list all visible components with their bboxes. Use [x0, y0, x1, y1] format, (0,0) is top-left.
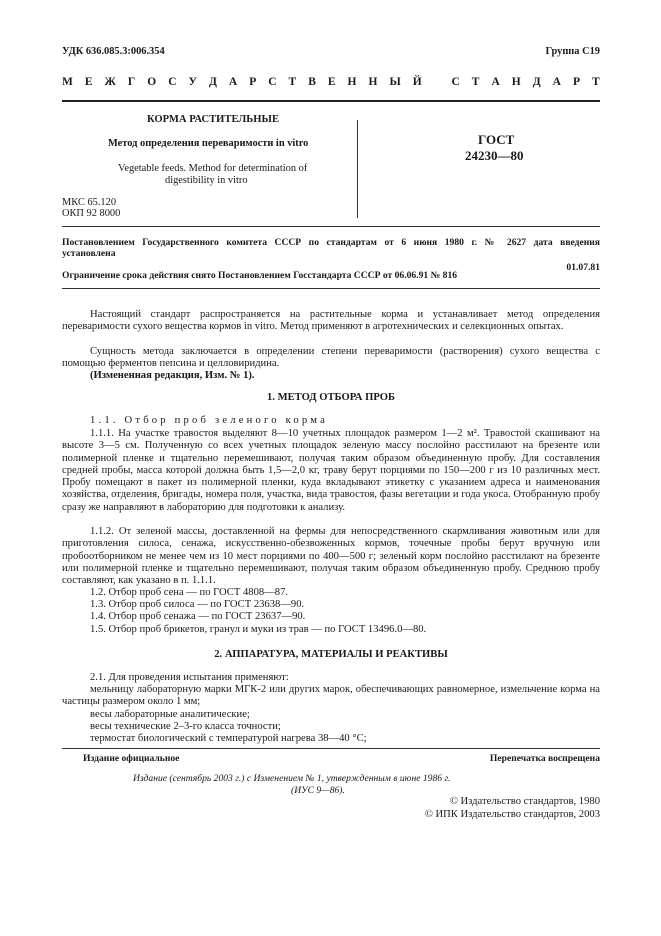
intro-paragraph-scope: Настоящий стандарт распространяется на растительные корма и устанавливает метод определения переваримости сухого вещества кормов in vitro. Метод применяют в агротехнических и селекционных опытах. — [62, 309, 600, 333]
title-gap — [434, 76, 440, 88]
official-edition-label: Издание официальное — [83, 753, 180, 764]
title-letter: В — [308, 76, 316, 88]
title-vertical-divider — [357, 120, 358, 218]
title-letter: С — [168, 76, 177, 88]
title-letter: А — [552, 76, 561, 88]
clause-1-3: 1.3. Отбор проб силоса — по ГОСТ 23638—90. — [90, 599, 305, 610]
title-letter: Й — [412, 76, 422, 88]
title-letter: А — [228, 76, 238, 88]
group-code: Группа С19 — [545, 46, 600, 57]
decree-line2: установлена — [62, 248, 116, 259]
intro-amendment-note: (Измененная редакция, Изм. № 1). — [90, 370, 255, 381]
clause-2-1: 2.1. Для проведения испытания применяют: — [90, 672, 289, 683]
title-letter: Н — [368, 76, 378, 88]
copyright-1980: © Издательство стандартов, 1980 — [449, 796, 600, 807]
reprint-prohibited-label: Перепечатка воспрещена — [489, 753, 600, 764]
equipment-item-technical-scales: весы технические 2–3-го класса точности; — [90, 721, 281, 732]
decree-divider — [62, 288, 600, 289]
gost-number: 24230—80 — [465, 148, 524, 163]
equipment-item-mill: мельницу лабораторную марки МГК-2 или других марок, обеспечивающих равномерное, измельчение корма на частицы размером около 1 мм; — [62, 684, 600, 708]
title-divider — [62, 226, 600, 227]
copyright-2003: © ИПК Издательство стандартов, 2003 — [424, 809, 600, 820]
mks-code: МКС 65.120 — [62, 197, 117, 208]
section-2-title: 2. АППАРАТУРА, МАТЕРИАЛЫ И РЕАКТИВЫ — [214, 649, 448, 660]
document-subtitle: Метод определения переваримости in vitro — [108, 138, 309, 149]
clause-1-5: 1.5. Отбор проб брикетов, гранул и муки из трав — по ГОСТ 13496.0—80. — [90, 624, 427, 635]
title-letter: С — [451, 76, 460, 88]
title-letter: Ж — [104, 76, 116, 88]
english-title-line1: Vegetable feeds. Method for determination of — [118, 163, 308, 174]
title-letter: Р — [249, 76, 257, 88]
equipment-item-analytical-scales: весы лабораторные аналитические; — [90, 709, 250, 720]
edition-note-line2: (ИУС 9—86). — [291, 785, 345, 796]
okp-code: ОКП 92 8000 — [62, 208, 121, 219]
title-letter: С — [268, 76, 277, 88]
gost-label: ГОСТ — [478, 132, 515, 147]
title-letter: У — [188, 76, 197, 88]
intro-paragraph-essence: Сущность метода заключается в определении степени переваримости (растворения) сухого вещества с помощью ферментов пепсина и целловиридина. — [62, 346, 600, 370]
equipment-item-thermostat: термостат биологический с температурой нагрева 38—40 °С; — [90, 733, 367, 744]
title-letter: Т — [288, 76, 297, 88]
title-letter: А — [491, 76, 500, 88]
title-letter: Е — [84, 76, 93, 88]
title-letter: Р — [572, 76, 580, 88]
limit-removed-note: Ограничение срока действия снято Постановлением Госстандарта СССР от 06.06.91 № 816 — [62, 270, 458, 281]
clause-1-1-2: 1.1.2. От зеленой массы, доставленной на фермы для непосредственного скармливания животным или для приготовления силоса, сенажа, искусственно-обезвоженных кормов, точечные пробы берут вручную или пробоотборником не менее чем из 10 мест порциями по 400—500 г; зеленый корм послойно расстилают на брезенте или полимерной пленке и тщательно перемешивают, получая таким образом объединенную пробу. Среднюю пробу составляют, как указано в п. 1.1.1. — [62, 526, 600, 587]
title-letter: Г — [127, 76, 136, 88]
title-letter: М — [62, 76, 73, 88]
title-letter: Д — [532, 76, 541, 88]
section-1-title: 1. МЕТОД ОТБОРА ПРОБ — [266, 392, 396, 403]
english-title-line2: digestibility in vitro — [165, 175, 248, 186]
title-letter: Ы — [389, 76, 401, 88]
title-letter: Т — [591, 76, 600, 88]
title-letter: Д — [208, 76, 217, 88]
footer-divider — [62, 748, 600, 749]
title-letter: Н — [511, 76, 521, 88]
document-title: КОРМА РАСТИТЕЛЬНЫЕ — [147, 114, 280, 125]
interstate-standard-title — [62, 76, 600, 88]
udk-code: УДК 636.085.3:006.354 — [62, 46, 165, 57]
title-letter: О — [147, 76, 157, 88]
clause-1-1-1: 1.1.1. На участке травостоя выделяют 8—10 учетных площадок размером 1—2 м². Травостой скашивают на высоте 3—5 см. Полученную со всех учетных площадок зеленую массу послойно расстилают на брезенте или полимерной пленке и тщательно перемешивают, получая таким образом объединенную пробу. Для составления средней пробы, масса которой должна быть 1,5—2,0 кг, траву берут порциями по 150—200 г из 10 различных мест. Пробу помещают в пакет из полимерной пленки, куда вкладывают этикетку с указанием адреса и наименования хозяйства, отделения, бригады, номера поля, участка, вида травостоя, фазы вегетации и года укоса. Отобранную пробу сразу же направляют в лабораторию для подготовки к анализу. — [62, 428, 600, 513]
title-letter: Т — [471, 76, 480, 88]
title-letter: Е — [327, 76, 336, 88]
introduction-date: 01.07.81 — [566, 262, 600, 273]
clause-1-1-heading: 1.1. Отбор проб зеленого корма — [90, 415, 328, 426]
edition-note-line1: Издание (сентябрь 2003 г.) с Изменением № 1, утвержденным в июне 1986 г. — [133, 773, 451, 784]
header-divider — [62, 100, 600, 102]
clause-1-4: 1.4. Отбор проб сенажа — по ГОСТ 23637—90. — [90, 611, 306, 622]
clause-1-2: 1.2. Отбор проб сена — по ГОСТ 4808—87. — [90, 587, 289, 598]
title-letter: Н — [347, 76, 357, 88]
decree-line1: Постановлением Государственного комитета СССР по стандартам от 6 июня 1980 г. № 2627 дата введения — [62, 237, 600, 248]
